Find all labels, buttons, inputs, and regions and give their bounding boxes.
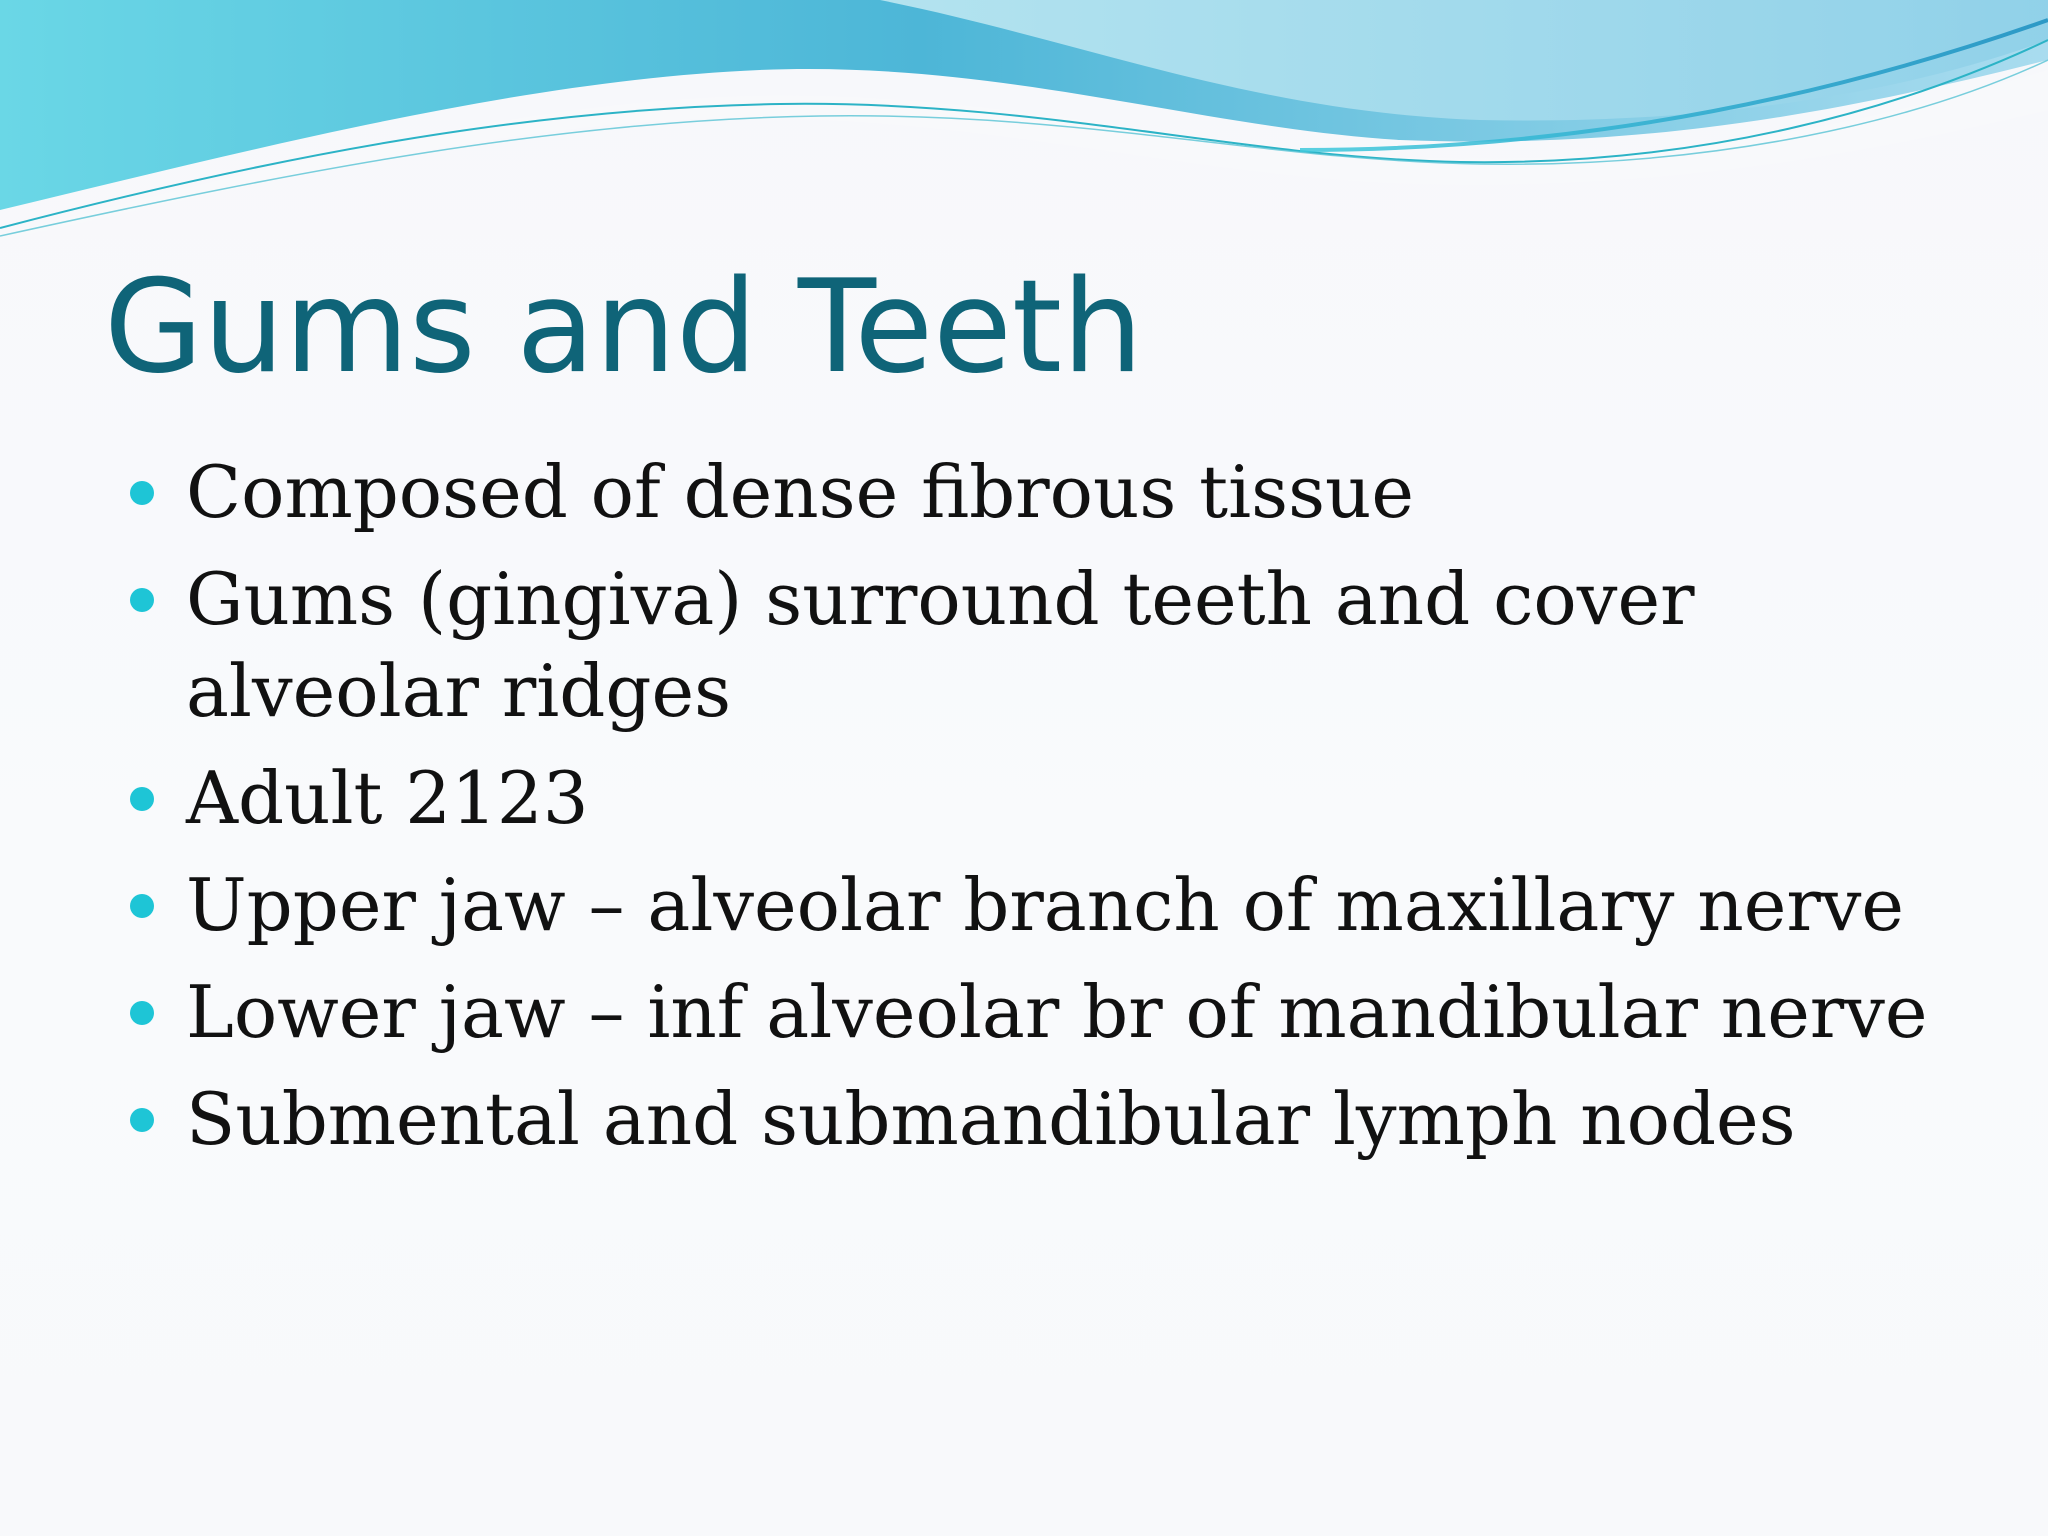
bullet-text: Adult 2123	[186, 756, 589, 840]
bullet-text: Lower jaw – inf alveolar br of mandibular nerve	[186, 970, 1928, 1054]
bullet-dot-icon	[130, 894, 154, 918]
bullet-item	[130, 966, 1950, 1058]
bullet-text: Submental and submandibular lymph nodes	[186, 1077, 1796, 1161]
bullet-item	[130, 446, 1950, 538]
bullet-dot-icon	[130, 481, 154, 505]
bullet-item	[130, 752, 1950, 844]
bullet-dot-icon	[130, 1001, 154, 1025]
bullet-text: Composed of dense fibrous tissue	[186, 450, 1415, 534]
bullet-dot-icon	[130, 787, 154, 811]
bullet-text: Upper jaw – alveolar branch of maxillary nerve	[186, 863, 1905, 947]
wave-header-decoration	[0, 0, 2048, 240]
bullet-item	[130, 553, 1950, 737]
bullet-dot-icon	[130, 588, 154, 612]
bullet-item	[130, 859, 1950, 951]
slide-title: Gums and Teeth	[104, 253, 1144, 402]
bullet-dot-icon	[130, 1108, 154, 1132]
bullet-text: Gums (gingiva) surround teeth and cover alveolar ridges	[186, 557, 1695, 733]
bullet-list	[130, 446, 1950, 1180]
bullet-item	[130, 1073, 1950, 1165]
